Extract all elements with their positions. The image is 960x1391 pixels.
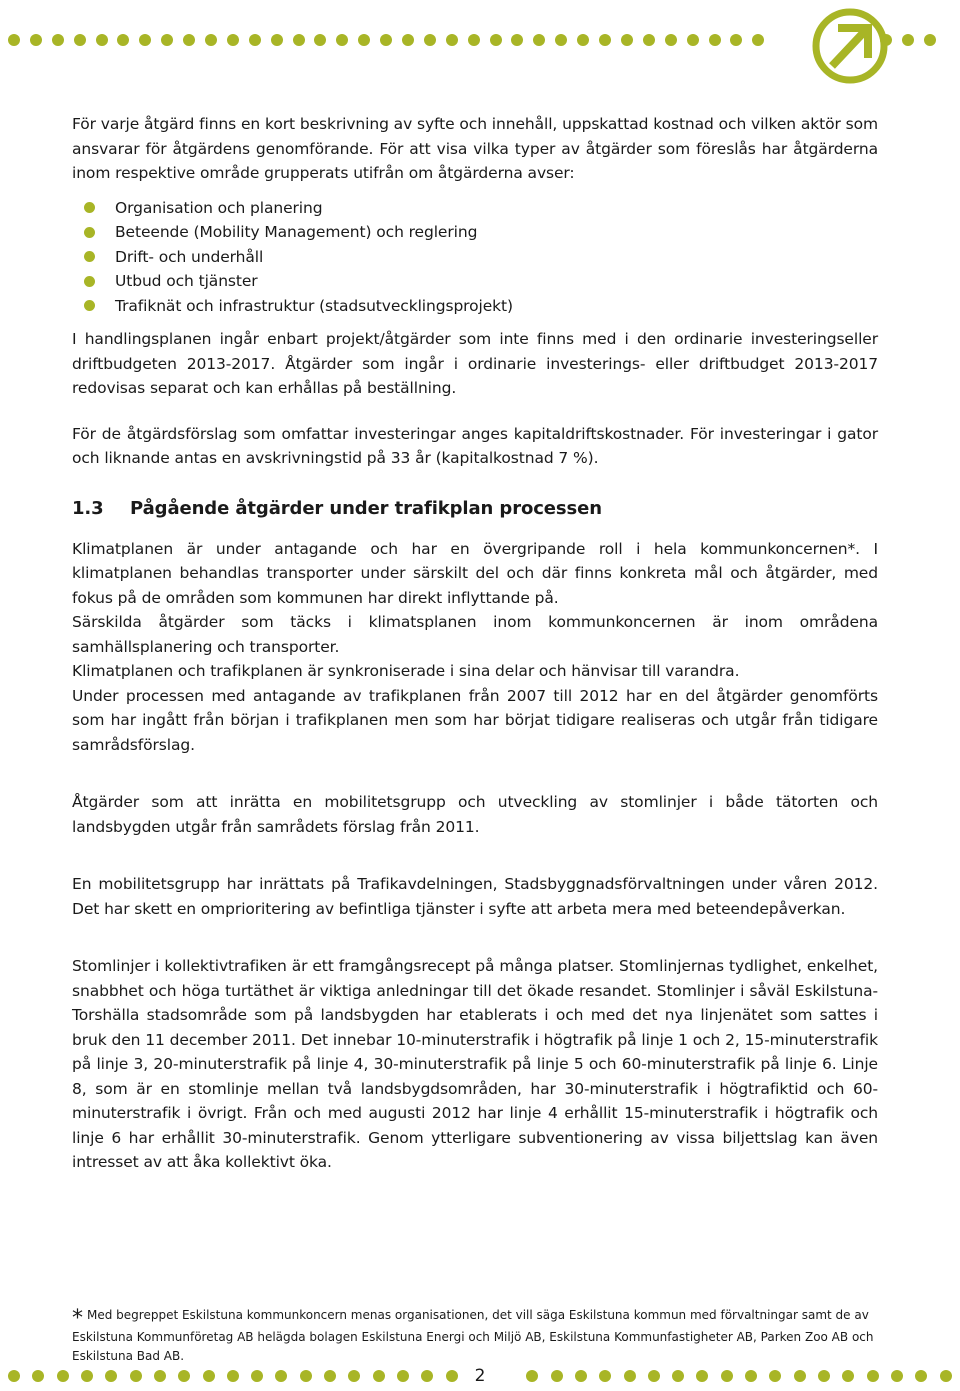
decor-dot xyxy=(130,1370,142,1382)
section-paragraph: Särskilda åtgärder som täcks i klimatsplanen inom kommunkoncernen är inom områdena samhällsplanering och transporter. xyxy=(72,613,878,656)
decor-dot xyxy=(577,34,589,46)
decor-dot xyxy=(526,1370,538,1382)
decor-dot xyxy=(8,1370,20,1382)
bullet-icon xyxy=(84,202,95,213)
decor-dot xyxy=(336,34,348,46)
section-paragraph: Klimatplanen är under antagande och har en övergripande roll i hela kommunkoncernen*. I klimatplanen behandlas transporter under särskilt del och där finns konkreta mål och åtgärder, med fokus på de områden som kommunen har direkt inflyttande på. xyxy=(72,539,878,607)
list-item xyxy=(72,245,878,270)
decor-dot xyxy=(32,1370,44,1382)
page-number: 2 xyxy=(460,1366,500,1386)
decor-dot xyxy=(924,34,936,46)
decor-dot xyxy=(468,34,480,46)
decor-dot xyxy=(665,34,677,46)
decor-dot xyxy=(709,34,721,46)
decor-dot xyxy=(648,1370,660,1382)
decor-dot xyxy=(940,1370,952,1382)
decor-dot xyxy=(227,1370,239,1382)
decor-dot xyxy=(81,1370,93,1382)
list-item-text: Drift- och underhåll xyxy=(115,247,264,266)
section-paragraph: Åtgärder som att inrätta en mobilitetsgrupp och utveckling av stomlinjer i både tätorten och landsbygden utgår från samrådets förslag från 2011. xyxy=(72,793,878,836)
list-item xyxy=(72,220,878,245)
decor-dot xyxy=(117,34,129,46)
decor-dot xyxy=(402,34,414,46)
decor-dot xyxy=(139,34,151,46)
decor-dot xyxy=(105,1370,117,1382)
decor-dot xyxy=(490,34,502,46)
decor-dot xyxy=(575,1370,587,1382)
decor-dot xyxy=(30,34,42,46)
decor-dot xyxy=(249,34,261,46)
decor-dot xyxy=(57,1370,69,1382)
decor-dot xyxy=(696,1370,708,1382)
decor-dot xyxy=(275,1370,287,1382)
decor-dot xyxy=(314,34,326,46)
decor-dot xyxy=(161,34,173,46)
decor-dot xyxy=(730,34,742,46)
list-item-text: Organisation och planering xyxy=(115,198,323,217)
decor-dot xyxy=(599,34,611,46)
section-number: 1.3 xyxy=(72,497,104,519)
section-paragraph: Under processen med antagande av trafikplanen från 2007 till 2012 har en del åtgärder genomförts som har ingått från början i trafikplanen men som har börjat tidigare realiseras och utgår från tidigare samrådsförslag. xyxy=(72,686,878,754)
footnote-text: Med begreppet Eskilstuna kommunkoncern menas organisationen, det vill säga Eskilstuna kommun med förvaltningar samt de av Eskilstuna Kommunföretag AB helägda bolagen Eskilstuna Energi och Miljö AB, Eskilstuna Kommunfastigheter AB, Parken Zoo AB och Eskilstuna Bad AB. xyxy=(72,1308,874,1363)
decor-dot xyxy=(643,34,655,46)
decor-dot xyxy=(205,34,217,46)
decor-dot xyxy=(348,1370,360,1382)
decor-dot xyxy=(293,34,305,46)
decor-dot xyxy=(745,1370,757,1382)
decor-dot xyxy=(752,34,764,46)
section-heading xyxy=(72,497,878,521)
decor-dot xyxy=(446,1370,458,1382)
decor-dot xyxy=(721,1370,733,1382)
bullet-icon xyxy=(84,300,95,311)
decor-dot xyxy=(533,34,545,46)
decor-dot xyxy=(902,34,914,46)
decor-dot xyxy=(867,1370,879,1382)
bullet-icon xyxy=(84,276,95,287)
decor-dot xyxy=(621,34,633,46)
decor-dot xyxy=(555,34,567,46)
section-paragraph: En mobilitetsgrupp har inrättats på Trafikavdelningen, Stadsbyggnadsförvaltningen under våren 2012. Det har skett en omprioritering av befintliga tjänster i syfte att arbeta mera med beteendepåverkan. xyxy=(72,875,878,918)
budget-paragraph: I handlingsplanen ingår enbart projekt/åtgärder som inte finns med i den ordinarie investeringseller driftbudgeten 2013-2017. Åtgärder som ingår i ordinarie investerings- eller driftbudget 2013-2017 redovisas separat och kan erhållas på beställning. xyxy=(72,330,878,397)
decor-dot xyxy=(52,34,64,46)
decor-dot xyxy=(183,34,195,46)
decor-dot xyxy=(324,1370,336,1382)
decor-dot xyxy=(380,34,392,46)
decor-dot xyxy=(769,1370,781,1382)
decor-dot xyxy=(421,1370,433,1382)
list-item xyxy=(72,269,878,294)
decor-dot xyxy=(373,1370,385,1382)
decor-dot xyxy=(154,1370,166,1382)
decor-dot xyxy=(624,1370,636,1382)
decor-dot xyxy=(178,1370,190,1382)
decor-dot xyxy=(300,1370,312,1382)
decor-dot xyxy=(891,1370,903,1382)
decor-dot xyxy=(251,1370,263,1382)
decor-dot xyxy=(96,34,108,46)
list-item-text: Utbud och tjänster xyxy=(115,272,258,290)
footnote-marker: * xyxy=(72,1306,83,1331)
decor-dot xyxy=(271,34,283,46)
list-item-text: Beteende (Mobility Management) och reglering xyxy=(115,223,478,241)
decor-dot xyxy=(818,1370,830,1382)
intro-paragraph: För varje åtgärd finns en kort beskrivning av syfte och innehåll, uppskattad kostnad och vilken aktör som ansvarar för åtgärdens genomförande. För att visa vilka typer av åtgärder som föreslås har åtgärderna inom respektive område grupperats utifrån om åtgärderna avser: xyxy=(72,115,878,182)
section-title: Pågående åtgärder under trafikplan processen xyxy=(130,497,602,519)
section-paragraph: Stomlinjer i kollektivtrafiken är ett framgångsrecept på många platser. Stomlinjernas tydlighet, enkelhet, snabbhet och höga turtäthet är viktiga anledningar till det ökade resandet. Stomlinjer i såväl Eskilstuna-Torshälla stadsområde som på landsbygden har etablerats i och med det nya linjenätet som sattes i bruk den 11 december 2011. Det innebar 10-minuterstrafik i högtrafik på linje 1 och 2, 15-minuterstrafik på linje 3, 20-minuterstrafik på linje 4, 30-minuterstrafik på linje 5 och 60-minuterstrafik på linje 6. Linje 8, som är en stomlinje mellan två landsbygdsområden, har 30-minuterstrafik i högtrafiktid och 60-minuterstrafik i övrigt. Från och med augusti 2012 har linje 4 erhållit 15-minuterstrafik i högtrafik och linje 6 har erhållit 30-minuterstrafik. Genom ytterligare subventionering av vissa biljettslag kan även intresset av att åka kollektivt öka. xyxy=(72,957,878,1171)
decor-dot xyxy=(397,1370,409,1382)
decor-dot xyxy=(227,34,239,46)
decor-dot xyxy=(915,1370,927,1382)
list-item xyxy=(72,196,878,221)
decor-dot xyxy=(8,34,20,46)
decor-dot xyxy=(687,34,699,46)
bullet-icon xyxy=(84,227,95,238)
measure-type-list xyxy=(72,196,878,319)
decor-dot xyxy=(842,1370,854,1382)
list-item-text: Trafiknät och infrastruktur (stadsutvecklingsprojekt) xyxy=(115,296,513,315)
list-item xyxy=(72,294,878,319)
section-paragraph: Klimatplanen och trafikplanen är synkroniserade i sina delar och hänvisar till varandra. xyxy=(72,662,740,680)
decor-dot xyxy=(794,1370,806,1382)
decor-dot xyxy=(599,1370,611,1382)
decor-dot xyxy=(358,34,370,46)
decor-dot xyxy=(74,34,86,46)
arrow-up-right-circle-icon xyxy=(810,6,890,86)
decor-dot xyxy=(511,34,523,46)
footnote xyxy=(72,1306,882,1366)
cost-paragraph: För de åtgärdsförslag som omfattar investeringar anges kapitaldriftskostnader. För investeringar i gator och liknande antas en avskrivningstid på 33 år (kapitalkostnad 7 %). xyxy=(72,424,878,467)
decor-dot xyxy=(203,1370,215,1382)
page-content xyxy=(72,112,878,1175)
decor-dot xyxy=(446,34,458,46)
decor-dot xyxy=(672,1370,684,1382)
decor-dot xyxy=(424,34,436,46)
bullet-icon xyxy=(84,251,95,262)
decor-dot xyxy=(551,1370,563,1382)
